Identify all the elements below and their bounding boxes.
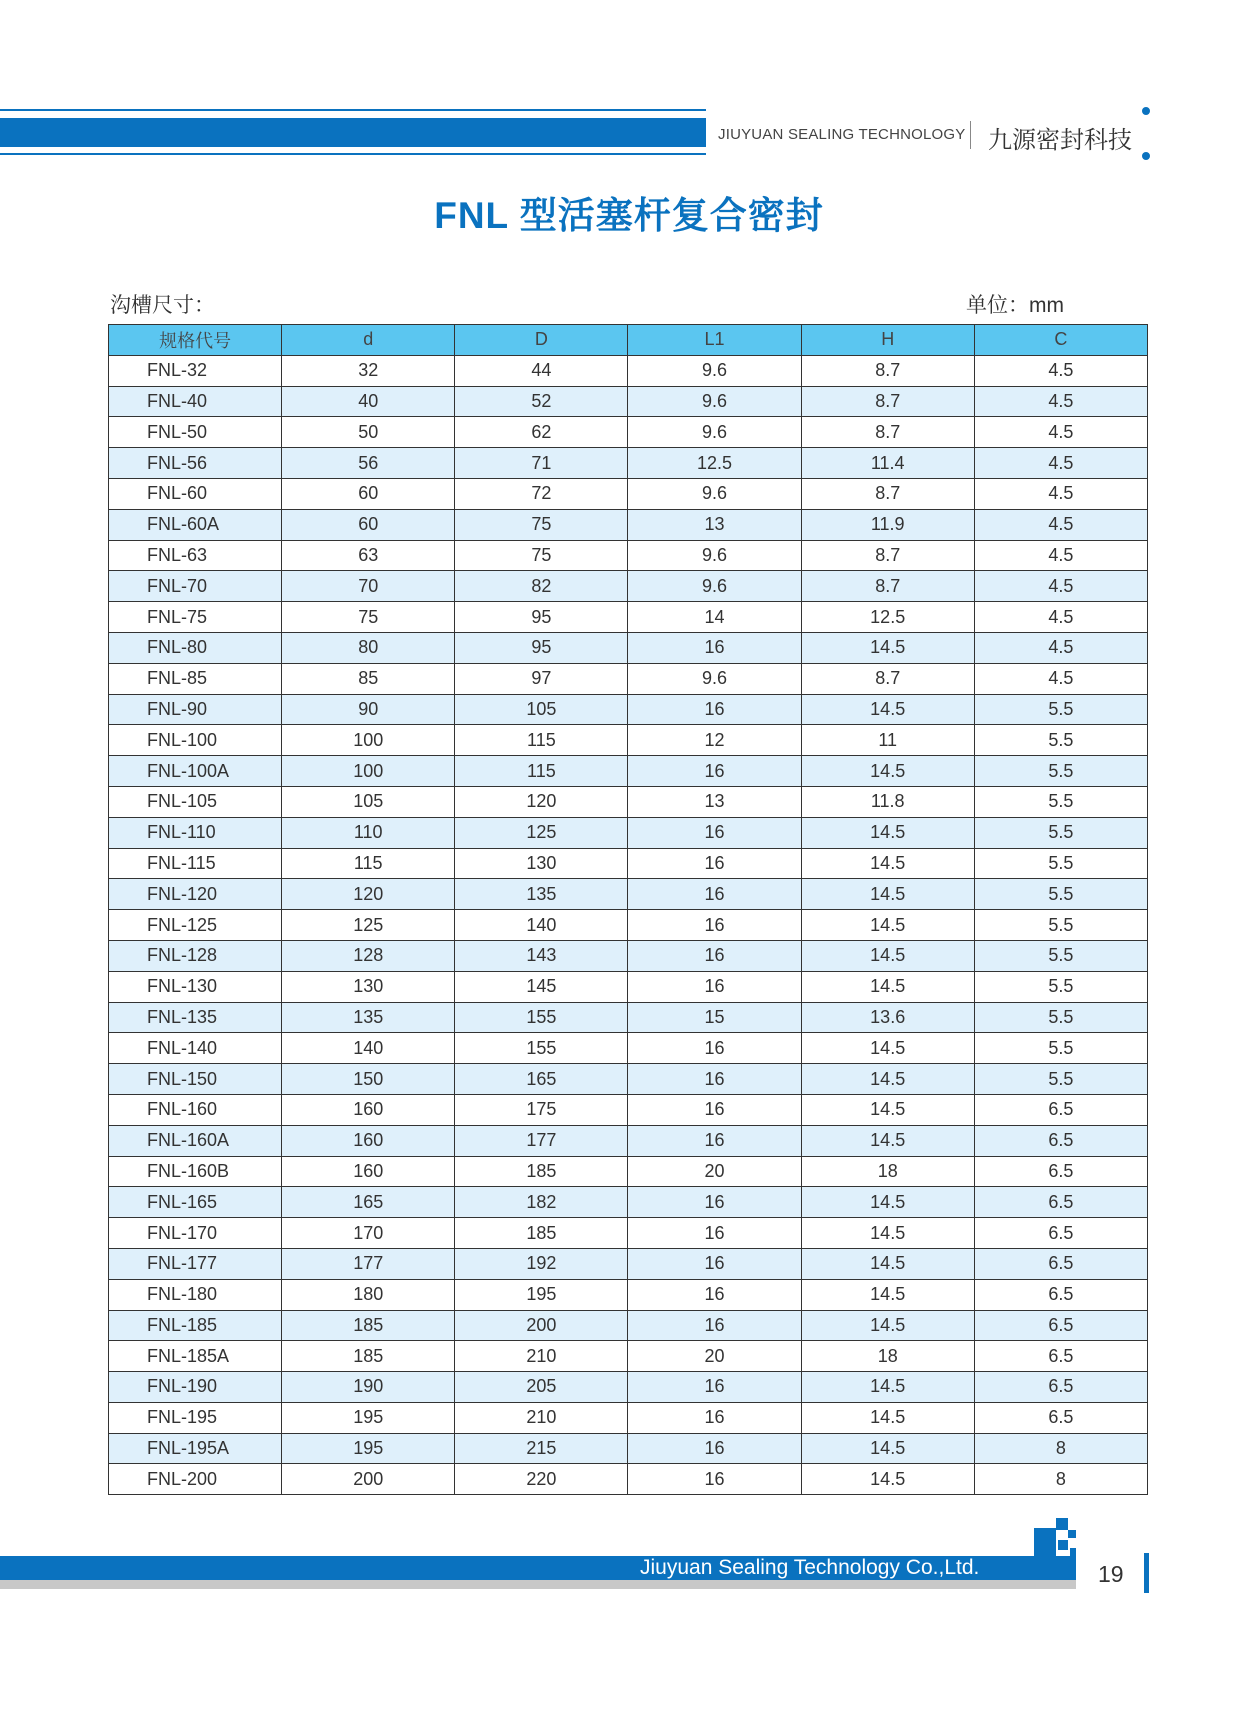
unit-label: 单位：mm [966,294,1064,317]
table-cell: 5.5 [974,817,1147,848]
table-row [109,1002,1148,1033]
table-row [109,663,1148,694]
table-cell: 95 [455,632,628,663]
spec-code-cell: FNL-120 [109,879,282,910]
spec-code-cell: FNL-56 [109,448,282,479]
table-cell: 14.5 [801,1094,974,1125]
table-cell: 145 [455,971,628,1002]
page-marker [1144,1553,1149,1593]
table-cell: 16 [628,1310,801,1341]
table-cell: 5.5 [974,940,1147,971]
table-row [109,694,1148,725]
table-cell: 165 [455,1064,628,1095]
table-cell: 125 [455,817,628,848]
spec-code-cell: FNL-185A [109,1341,282,1372]
table-cell: 14.5 [801,1187,974,1218]
table-cell: 6.5 [974,1310,1147,1341]
column-header: 规格代号 [109,325,282,356]
table-cell: 177 [282,1248,455,1279]
table-cell: 16 [628,848,801,879]
table-row [109,1125,1148,1156]
table-cell: 150 [282,1064,455,1095]
table-cell: 16 [628,632,801,663]
table-cell: 195 [455,1279,628,1310]
spec-code-cell: FNL-180 [109,1279,282,1310]
table-cell: 14.5 [801,694,974,725]
table-cell: 16 [628,1094,801,1125]
groove-dimensions-label: 沟槽尺寸： [110,294,215,317]
table-cell: 200 [455,1310,628,1341]
table-cell: 70 [282,571,455,602]
table-row [109,509,1148,540]
page-number: 19 [1098,1561,1124,1587]
table-cell: 16 [628,1433,801,1464]
table-cell: 14.5 [801,1310,974,1341]
footer-shadow [0,1580,1076,1589]
table-cell: 14.5 [801,1218,974,1249]
table-row [109,1187,1148,1218]
table-cell: 16 [628,1033,801,1064]
table-cell: 4.5 [974,448,1147,479]
table-row [109,1094,1148,1125]
table-cell: 5.5 [974,786,1147,817]
table-cell: 143 [455,940,628,971]
header-dot-bottom [1142,152,1150,160]
table-cell: 14.5 [801,1433,974,1464]
table-row [109,1279,1148,1310]
spec-code-cell: FNL-160B [109,1156,282,1187]
table-row [109,1248,1148,1279]
header-company-cn: 九源密封科技 [988,127,1132,154]
table-cell: 12 [628,725,801,756]
table-cell: 14.5 [801,632,974,663]
table-cell: 135 [455,879,628,910]
table-cell: 4.5 [974,632,1147,663]
spec-code-cell: FNL-140 [109,1033,282,1064]
table-cell: 5.5 [974,879,1147,910]
spec-code-cell: FNL-40 [109,386,282,417]
spec-code-cell: FNL-60A [109,509,282,540]
table-cell: 8 [974,1433,1147,1464]
table-row [109,386,1148,417]
spec-code-cell: FNL-100 [109,725,282,756]
table-cell: 14.5 [801,1064,974,1095]
table-cell: 18 [801,1156,974,1187]
table-row [109,417,1148,448]
table-cell: 130 [282,971,455,1002]
table-cell: 12.5 [628,448,801,479]
table-cell: 4.5 [974,540,1147,571]
spec-code-cell: FNL-75 [109,602,282,633]
table-cell: 6.5 [974,1094,1147,1125]
table-cell: 185 [282,1310,455,1341]
table-row [109,1372,1148,1403]
table-cell: 16 [628,1372,801,1403]
table-cell: 135 [282,1002,455,1033]
table-cell: 200 [282,1464,455,1495]
table-cell: 11.9 [801,509,974,540]
spec-code-cell: FNL-170 [109,1218,282,1249]
table-cell: 15 [628,1002,801,1033]
table-cell: 52 [455,386,628,417]
table-cell: 16 [628,940,801,971]
table-cell: 192 [455,1248,628,1279]
table-cell: 100 [282,725,455,756]
table-cell: 210 [455,1402,628,1433]
table-cell: 6.5 [974,1125,1147,1156]
table-header-row [109,325,1148,356]
table-row [109,1341,1148,1372]
header-band [0,118,706,147]
column-header: d [282,325,455,356]
spec-code-cell: FNL-195 [109,1402,282,1433]
table-cell: 13.6 [801,1002,974,1033]
spec-code-cell: FNL-195A [109,1433,282,1464]
table-row [109,540,1148,571]
table-cell: 9.6 [628,386,801,417]
table-row [109,1402,1148,1433]
spec-code-cell: FNL-160 [109,1094,282,1125]
table-cell: 14.5 [801,1033,974,1064]
table-cell: 4.5 [974,509,1147,540]
table-row [109,848,1148,879]
table-cell: 110 [282,817,455,848]
table-cell: 170 [282,1218,455,1249]
table-cell: 5.5 [974,1033,1147,1064]
table-cell: 80 [282,632,455,663]
header-rule-bottom [0,153,706,155]
table-cell: 9.6 [628,571,801,602]
table-cell: 63 [282,540,455,571]
table-cell: 8.7 [801,355,974,386]
spec-code-cell: FNL-115 [109,848,282,879]
column-header: D [455,325,628,356]
spec-code-cell: FNL-80 [109,632,282,663]
table-cell: 4.5 [974,602,1147,633]
table-cell: 185 [455,1218,628,1249]
header-company-en: JIUYUAN SEALING TECHNOLOGY [718,126,966,143]
table-cell: 105 [455,694,628,725]
table-cell: 190 [282,1372,455,1403]
dimension-table [108,324,1148,1495]
table-cell: 90 [282,694,455,725]
table-cell: 14.5 [801,1248,974,1279]
table-cell: 5.5 [974,971,1147,1002]
column-header: C [974,325,1147,356]
table-cell: 16 [628,756,801,787]
spec-code-cell: FNL-190 [109,1372,282,1403]
table-cell: 125 [282,910,455,941]
table-cell: 16 [628,1064,801,1095]
table-cell: 95 [455,602,628,633]
spec-code-cell: FNL-165 [109,1187,282,1218]
table-cell: 9.6 [628,355,801,386]
table-cell: 16 [628,1402,801,1433]
spec-code-cell: FNL-110 [109,817,282,848]
table-cell: 195 [282,1402,455,1433]
table-cell: 165 [282,1187,455,1218]
table-cell: 14.5 [801,848,974,879]
table-cell: 14.5 [801,817,974,848]
table-cell: 5.5 [974,910,1147,941]
table-cell: 160 [282,1156,455,1187]
table-row [109,879,1148,910]
table-cell: 8.7 [801,540,974,571]
table-cell: 16 [628,1218,801,1249]
table-cell: 8.7 [801,417,974,448]
table-row [109,756,1148,787]
table-cell: 128 [282,940,455,971]
table-cell: 4.5 [974,355,1147,386]
table-cell: 182 [455,1187,628,1218]
table-cell: 14.5 [801,879,974,910]
table-cell: 60 [282,509,455,540]
table-cell: 220 [455,1464,628,1495]
table-cell: 50 [282,417,455,448]
table-cell: 14.5 [801,1125,974,1156]
table-cell: 13 [628,509,801,540]
table-cell: 100 [282,756,455,787]
table-cell: 6.5 [974,1341,1147,1372]
table-cell: 140 [455,910,628,941]
table-cell: 14.5 [801,1279,974,1310]
table-cell: 11.8 [801,786,974,817]
table-cell: 177 [455,1125,628,1156]
header-rule-top [0,109,706,111]
table-cell: 6.5 [974,1372,1147,1403]
table-cell: 9.6 [628,417,801,448]
table-cell: 75 [455,540,628,571]
table-row [109,971,1148,1002]
table-row [109,1156,1148,1187]
page-title: FNL 型活塞杆复合密封 [434,195,824,236]
table-row [109,1310,1148,1341]
table-cell: 105 [282,786,455,817]
table-cell: 11.4 [801,448,974,479]
table-cell: 9.6 [628,478,801,509]
spec-code-cell: FNL-105 [109,786,282,817]
table-cell: 20 [628,1341,801,1372]
spec-code-cell: FNL-100A [109,756,282,787]
table-row [109,355,1148,386]
table-row [109,1033,1148,1064]
spec-code-cell: FNL-50 [109,417,282,448]
table-cell: 215 [455,1433,628,1464]
table-cell: 11 [801,725,974,756]
table-cell: 4.5 [974,417,1147,448]
spec-code-cell: FNL-32 [109,355,282,386]
header-dot-top [1142,107,1150,115]
header-separator [970,121,971,149]
table-cell: 8.7 [801,386,974,417]
table-cell: 6.5 [974,1279,1147,1310]
table-row [109,1218,1148,1249]
footer-company: Jiuyuan Sealing Technology Co.,Ltd. [640,1556,980,1579]
table-cell: 5.5 [974,1064,1147,1095]
table-cell: 16 [628,1279,801,1310]
table-cell: 185 [455,1156,628,1187]
table-cell: 14.5 [801,971,974,1002]
table-cell: 6.5 [974,1187,1147,1218]
table-cell: 205 [455,1372,628,1403]
table-cell: 5.5 [974,1002,1147,1033]
table-cell: 8.7 [801,478,974,509]
table-cell: 82 [455,571,628,602]
table-body [109,355,1148,1494]
table-cell: 6.5 [974,1402,1147,1433]
spec-code-cell: FNL-160A [109,1125,282,1156]
table-row [109,817,1148,848]
table-cell: 195 [282,1433,455,1464]
table-cell: 14.5 [801,940,974,971]
table-cell: 75 [455,509,628,540]
table-cell: 14.5 [801,1402,974,1433]
table-cell: 75 [282,602,455,633]
table-cell: 72 [455,478,628,509]
spec-code-cell: FNL-85 [109,663,282,694]
table-cell: 16 [628,1187,801,1218]
table-row [109,725,1148,756]
table-cell: 5.5 [974,694,1147,725]
table-cell: 44 [455,355,628,386]
spec-code-cell: FNL-150 [109,1064,282,1095]
spec-code-cell: FNL-60 [109,478,282,509]
table-cell: 20 [628,1156,801,1187]
table-cell: 16 [628,971,801,1002]
table-row [109,571,1148,602]
table-cell: 5.5 [974,848,1147,879]
table-cell: 120 [455,786,628,817]
table-cell: 18 [801,1341,974,1372]
table-cell: 185 [282,1341,455,1372]
table-cell: 4.5 [974,386,1147,417]
table-cell: 85 [282,663,455,694]
table-cell: 16 [628,1125,801,1156]
table-cell: 5.5 [974,756,1147,787]
table-cell: 14.5 [801,1464,974,1495]
table-cell: 56 [282,448,455,479]
spec-code-cell: FNL-90 [109,694,282,725]
table-cell: 5.5 [974,725,1147,756]
table-cell: 115 [455,725,628,756]
table-cell: 14 [628,602,801,633]
table-cell: 14.5 [801,756,974,787]
column-header: L1 [628,325,801,356]
table-row [109,478,1148,509]
table-cell: 16 [628,879,801,910]
table-cell: 115 [282,848,455,879]
table-cell: 210 [455,1341,628,1372]
spec-code-cell: FNL-70 [109,571,282,602]
table-cell: 9.6 [628,663,801,694]
table-cell: 155 [455,1033,628,1064]
table-cell: 16 [628,1464,801,1495]
table-cell: 9.6 [628,540,801,571]
table-cell: 4.5 [974,571,1147,602]
table-row [109,940,1148,971]
table-cell: 6.5 [974,1218,1147,1249]
spec-code-cell: FNL-128 [109,940,282,971]
table-cell: 8 [974,1464,1147,1495]
table-cell: 16 [628,1248,801,1279]
table-cell: 175 [455,1094,628,1125]
table-row [109,1464,1148,1495]
spec-code-cell: FNL-200 [109,1464,282,1495]
table-cell: 71 [455,448,628,479]
spec-code-cell: FNL-125 [109,910,282,941]
table-cell: 60 [282,478,455,509]
table-cell: 160 [282,1125,455,1156]
table-row [109,1433,1148,1464]
table-cell: 12.5 [801,602,974,633]
spec-code-cell: FNL-130 [109,971,282,1002]
table-cell: 8.7 [801,571,974,602]
table-row [109,448,1148,479]
table-row [109,632,1148,663]
table-cell: 130 [455,848,628,879]
spec-code-cell: FNL-135 [109,1002,282,1033]
table-row [109,786,1148,817]
table-cell: 13 [628,786,801,817]
table-cell: 6.5 [974,1248,1147,1279]
table-cell: 16 [628,817,801,848]
table-cell: 62 [455,417,628,448]
table-row [109,1064,1148,1095]
table-cell: 16 [628,694,801,725]
table-cell: 160 [282,1094,455,1125]
table-cell: 115 [455,756,628,787]
spec-code-cell: FNL-63 [109,540,282,571]
column-header: H [801,325,974,356]
spec-code-cell: FNL-177 [109,1248,282,1279]
table-cell: 14.5 [801,910,974,941]
table-cell: 4.5 [974,478,1147,509]
table-cell: 4.5 [974,663,1147,694]
table-cell: 8.7 [801,663,974,694]
table-cell: 155 [455,1002,628,1033]
table-cell: 6.5 [974,1156,1147,1187]
table-cell: 14.5 [801,1372,974,1403]
table-row [109,602,1148,633]
table-cell: 40 [282,386,455,417]
table-cell: 16 [628,910,801,941]
table-row [109,910,1148,941]
spec-code-cell: FNL-185 [109,1310,282,1341]
table-cell: 97 [455,663,628,694]
table-cell: 32 [282,355,455,386]
table-cell: 120 [282,879,455,910]
table-cell: 140 [282,1033,455,1064]
table-cell: 180 [282,1279,455,1310]
